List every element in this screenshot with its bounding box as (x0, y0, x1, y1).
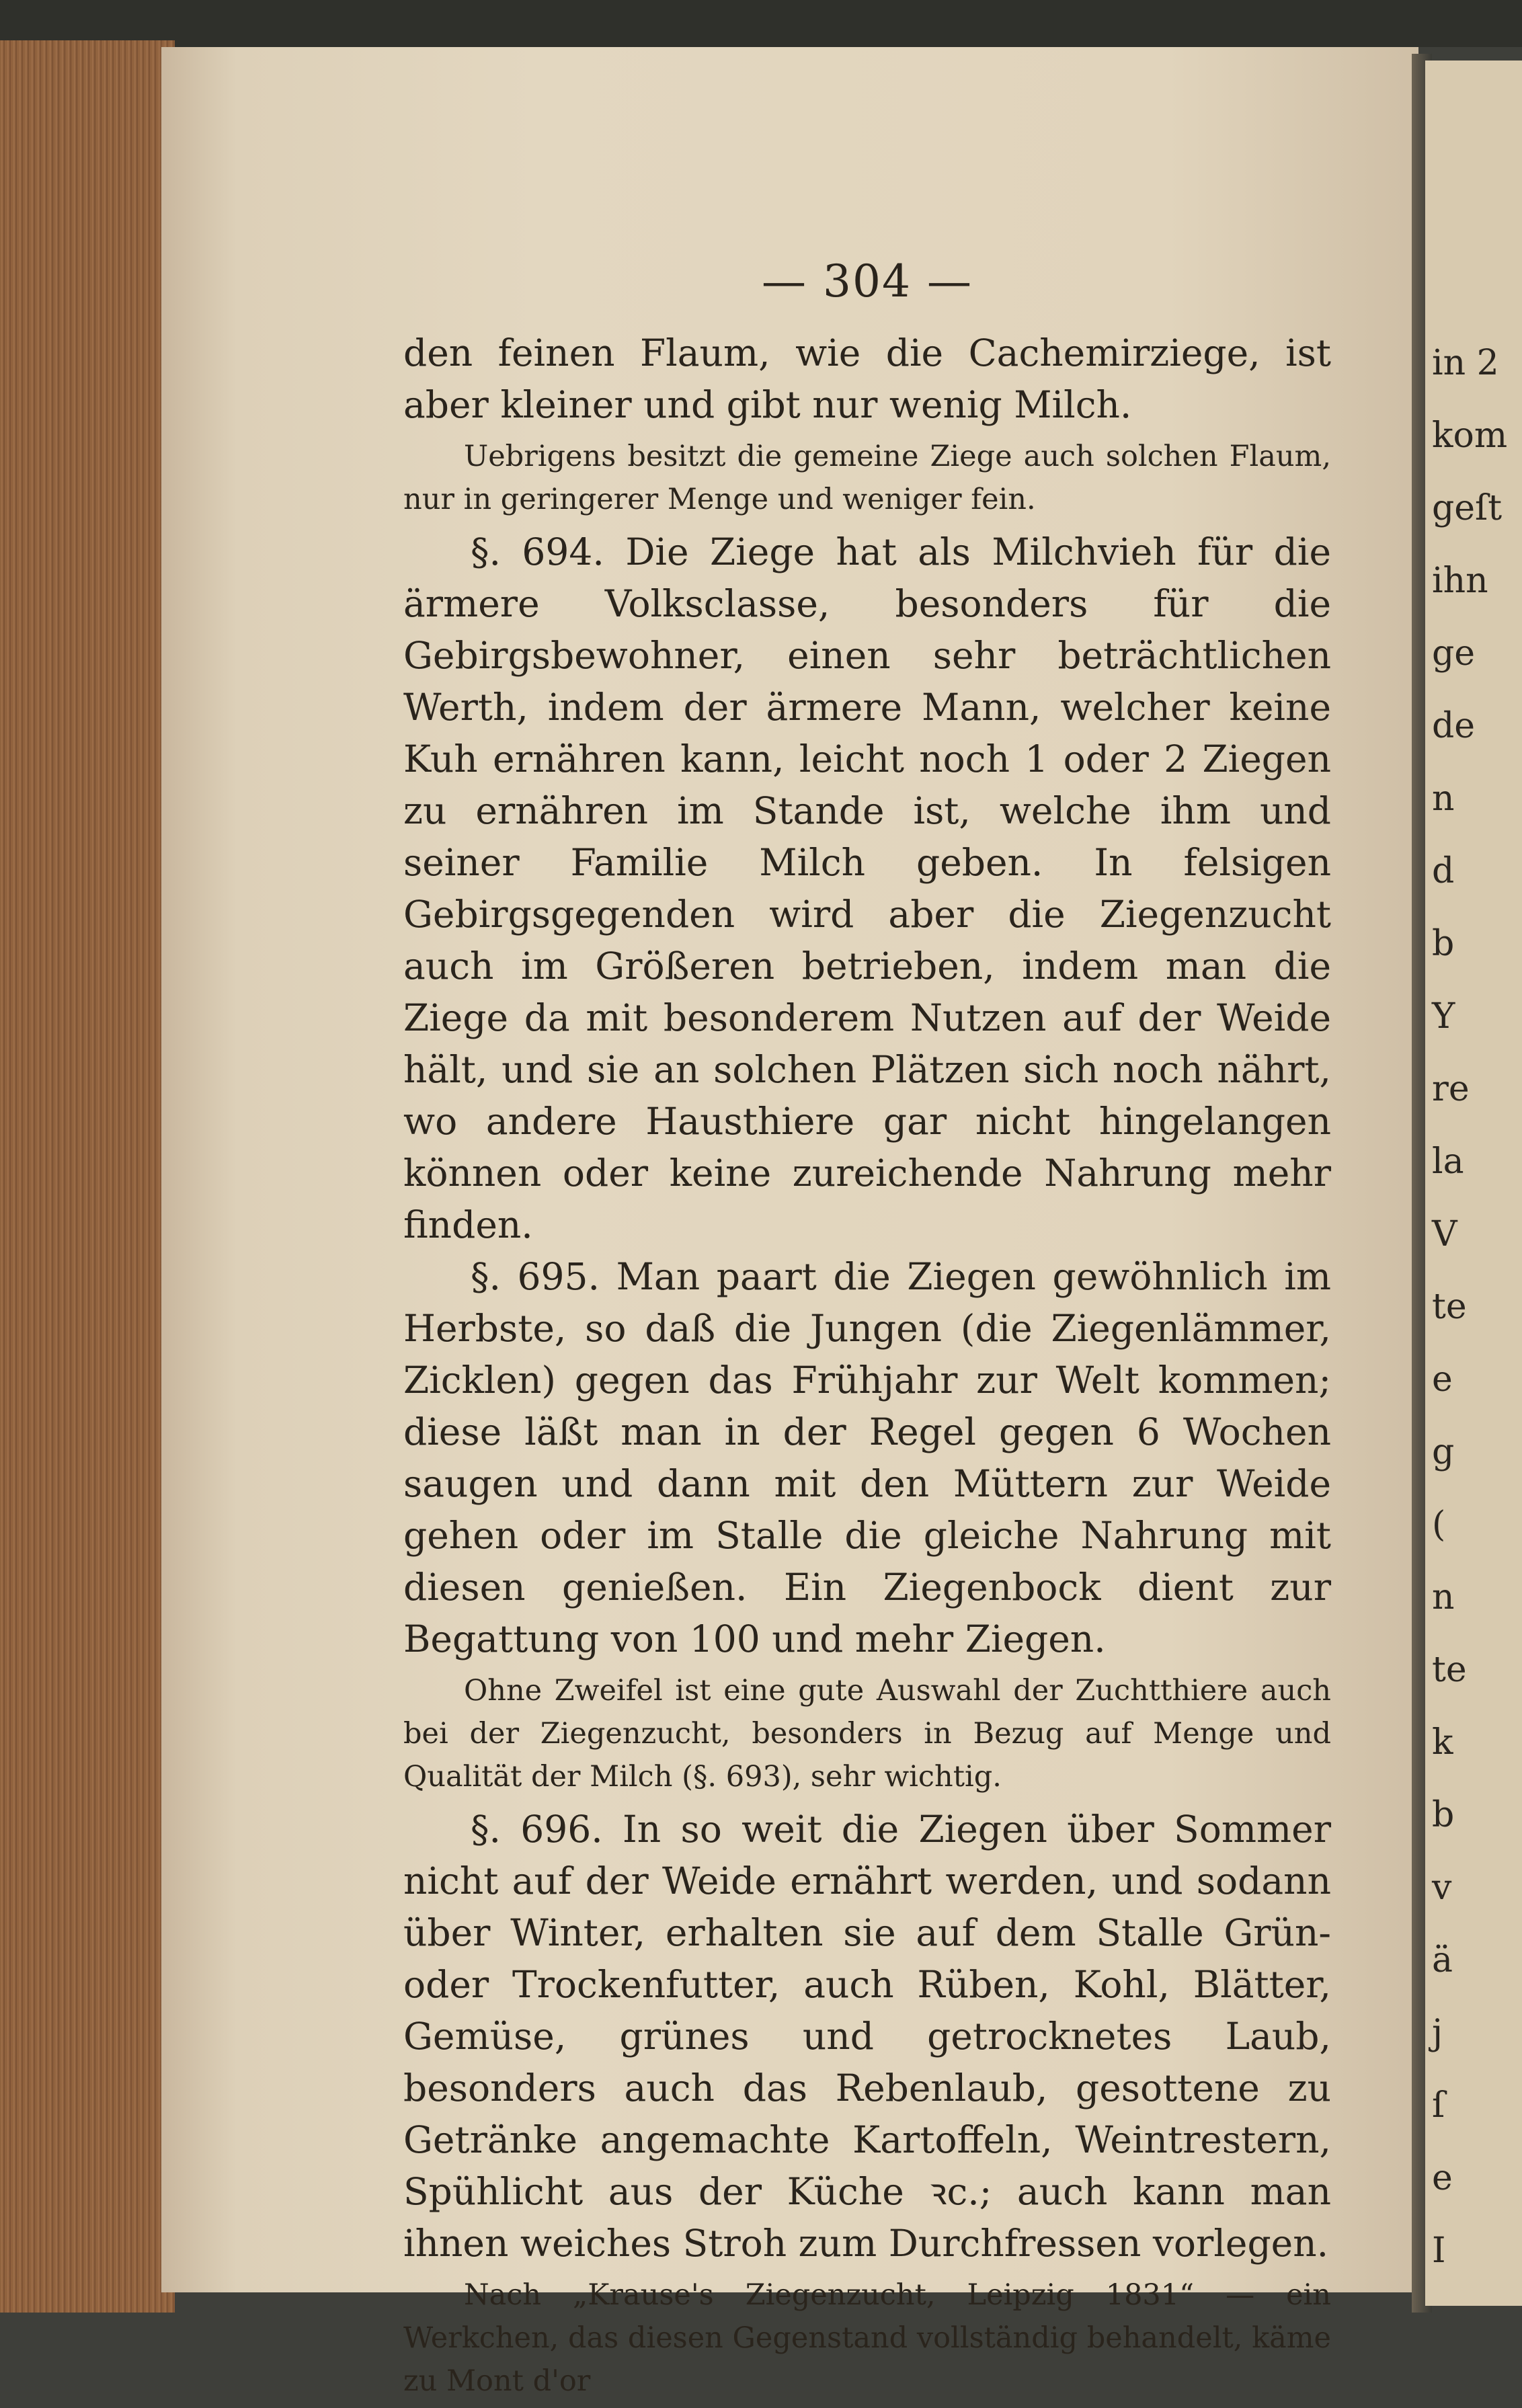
paragraph-694: §. 694. Die Ziege hat als Milchvieh für die ärmere Volksclasse, besonders für die Gebirgsbewohner, einen sehr beträchtlichen Werth, indem der ärmere Mann, welcher keine Kuh ernähren kann, leicht noch 1 oder 2 Ziegen zu ernähren im Stande ist, welche ihm und seiner Familie Milch geben. In felsigen Gebirgsgegenden wird aber die Ziegenzucht auch im Größeren betrieben, indem man die Ziege da mit besonderem Nutzen auf der Weide hält, und sie an solchen Plätzen sich noch nährt, wo andere Hausthiere gar nicht hingelangen können oder keine zureichende Nahrung mehr finden. (403, 530, 1331, 1246)
next-page-fragment: te (1432, 1650, 1467, 1690)
next-page-fragment: j (1432, 2013, 1443, 2053)
next-page-fragment: k (1432, 1722, 1453, 1763)
next-page-fragment: n (1432, 778, 1455, 819)
next-page-fragment: ä (1432, 1940, 1453, 1980)
book-page-edges (0, 40, 175, 2313)
footnote-zucht: Ohne Zweifel ist eine gute Auswahl der Zuchtthiere auch bei der Ziegenzucht, besonders in Bezug auf Menge und Qualität der Milch (§. 693), sehr wichtig. (403, 1674, 1331, 1794)
next-page-fragment: e (1432, 1359, 1453, 1400)
page-number: — 304 — (762, 255, 973, 307)
next-page-fragment: g (1432, 1432, 1455, 1472)
footnote-flaum: Uebrigens besitzt die gemeine Ziege auch solchen Flaum, nur in geringerer Menge und weniger fein. (403, 440, 1331, 516)
next-page-fragment: e (1432, 2158, 1453, 2198)
book-top-shadow (0, 0, 1522, 47)
next-page-fragment: te (1432, 1287, 1467, 1327)
footnote-krause: Nach „Krause's Ziegenzucht, Leipzig 1831“ — ein Werkchen, das diesen Gegenstand vollständig behandelt, käme zu Mont d'or (403, 2278, 1331, 2398)
next-page-edge (1425, 61, 1522, 2306)
page-content (403, 255, 1331, 2408)
next-page-fragment: de (1432, 706, 1476, 746)
next-page-fragment: b (1432, 1795, 1455, 1835)
next-page-fragment: kom (1432, 415, 1508, 456)
next-page-fragment: ſ (1432, 2085, 1445, 2126)
next-page-fragment: in 2 (1432, 343, 1499, 383)
next-page-fragment: ( (1432, 1504, 1446, 1545)
next-page-fragment: re (1432, 1069, 1470, 1109)
next-page-fragment: n (1432, 1577, 1455, 1617)
next-page-fragment: la (1432, 1141, 1464, 1182)
next-page-fragment: ihn (1432, 561, 1488, 601)
next-page-fragment: b (1432, 924, 1455, 964)
next-page-fragment: geſt (1432, 488, 1503, 528)
paragraph-695: §. 695. Man paart die Ziegen gewöhnlich im Herbste, so daß die Jungen (die Ziegenlämmer, Zicklen) gegen das Frühjahr zur Welt kommen; diese läßt man in der Regel gegen 6 Wochen saugen und dann mit den Müttern zur Weide gehen oder im Stalle die gleiche Nahrung mit diesen genießen. Ein Ziegenbock dient zur Begattung von 100 und mehr Ziegen. (403, 1255, 1331, 1660)
next-page-fragment: I (1432, 2231, 1446, 2271)
next-page-fragment: v (1432, 1868, 1452, 1908)
next-page-fragment: Y (1432, 996, 1455, 1037)
paragraph-continuation: den feinen Flaum, wie die Cachemirziege, ist aber kleiner und gibt nur wenig Milch. (403, 331, 1331, 426)
paragraph-696: §. 696. In so weit die Ziegen über Sommer nicht auf der Weide ernährt werden, und sodann über Winter, erhalten sie auf dem Stalle Grün- oder Trockenfutter, auch Rüben, Kohl, Blätter, Gemüse, grünes und getrocknetes Laub, besonders auch das Rebenlaub, gesottene zu Getränke angemachte Kartoffeln, Weintrestern, Spühlicht aus der Küche ꝛc.; auch kann man ihnen weiches Stroh zum Durchfressen vorlegen. (403, 1808, 1331, 2265)
next-page-fragment: V (1432, 1214, 1457, 1254)
next-page-fragment: ge (1432, 633, 1476, 674)
next-page-fragment: d (1432, 851, 1455, 891)
